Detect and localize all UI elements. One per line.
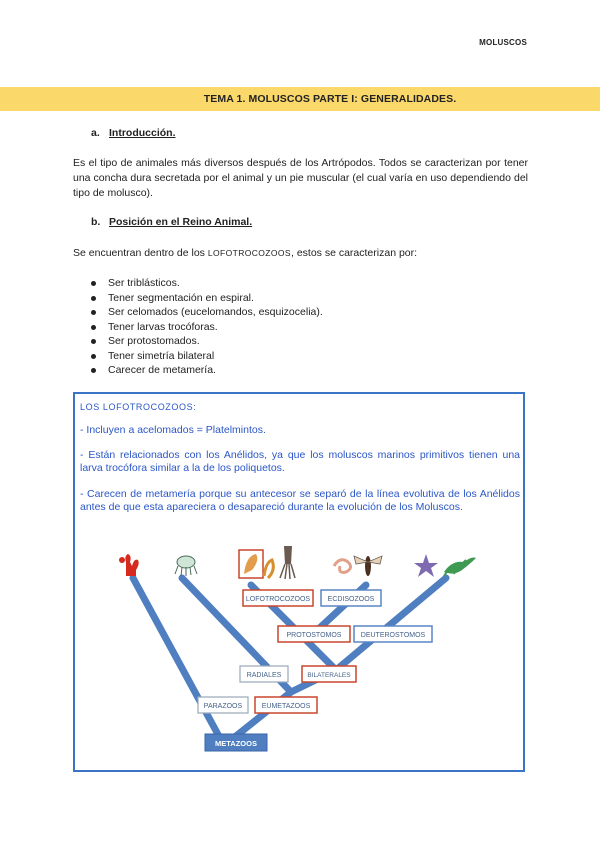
section-a-title: Introducción. bbox=[109, 127, 176, 139]
node-radiales bbox=[240, 666, 288, 682]
page-title: TEMA 1. MOLUSCOS PARTE I: GENERALIDADES. bbox=[203, 93, 457, 105]
box-title: LOS LOFOTROCOZOOS: bbox=[80, 402, 197, 412]
svg-text:DEUTEROSTOMOS: DEUTEROSTOMOS bbox=[360, 632, 426, 639]
svg-text:PARAZOOS: PARAZOOS bbox=[203, 703, 243, 710]
mollusc-icon bbox=[239, 550, 273, 578]
list-item: Ser protostomados. bbox=[73, 334, 323, 349]
jellyfish-icon bbox=[175, 556, 197, 576]
box-point-1: - Incluyen a acelomados = Platelmintos. bbox=[80, 424, 266, 436]
node-metazoos bbox=[205, 734, 267, 751]
position-intro-after: , estos se caracterizan por: bbox=[290, 247, 418, 259]
list-item: Tener larvas trocóforas. bbox=[73, 320, 323, 335]
section-a-heading bbox=[91, 127, 176, 139]
list-item: Tener simetría bilateral bbox=[73, 349, 323, 364]
node-bilaterales bbox=[302, 666, 356, 682]
sponge-icon bbox=[119, 554, 139, 576]
svg-text:METAZOOS: METAZOOS bbox=[215, 739, 257, 748]
node-eumetazoos bbox=[255, 697, 317, 713]
svg-text:ECDISOZOOS: ECDISOZOOS bbox=[327, 596, 375, 603]
worm-icon bbox=[334, 560, 351, 573]
svg-text:BILATERALES: BILATERALES bbox=[307, 672, 351, 679]
insect-icon bbox=[354, 556, 382, 576]
node-ecdisozoos bbox=[321, 590, 381, 606]
node-parazoos bbox=[198, 697, 248, 713]
svg-text:RADIALES: RADIALES bbox=[246, 672, 282, 679]
phylogeny-diagram bbox=[96, 540, 496, 756]
list-item: Ser triblásticos. bbox=[73, 276, 323, 291]
characteristics-list bbox=[73, 276, 323, 378]
squid-icon bbox=[280, 546, 295, 579]
node-lofotrocozoos bbox=[243, 590, 313, 606]
intro-paragraph: Es el tipo de animales más diversos después de los Artrópodos. Todos se caracterizan por tener una concha dura secretada por el animal y un pie muscular (el cual varía en uso dependiendo del tipo de molusco). bbox=[73, 157, 528, 199]
list-item: Tener segmentación en espiral. bbox=[73, 291, 323, 306]
title-bar bbox=[0, 87, 600, 111]
position-intro-group: LOFOTROCOZOOS bbox=[207, 248, 291, 258]
running-header: MOLUSCOS bbox=[479, 38, 527, 47]
position-intro-before: Se encuentran dentro de los bbox=[73, 247, 208, 259]
section-b-title: Posición en el Reino Animal. bbox=[109, 216, 253, 228]
svg-text:EUMETAZOOS: EUMETAZOOS bbox=[261, 703, 311, 710]
section-b-letter: b. bbox=[91, 216, 101, 228]
node-deuterostomos bbox=[354, 626, 432, 642]
section-a-letter: a. bbox=[91, 127, 100, 139]
box-point-3: - Carecen de metamería porque su antecesor se separó de la línea evolutiva de los Anélidos antes de que esta apareciera o desapareció durante la evolución de los Moluscos. bbox=[80, 488, 520, 513]
node-protostomos bbox=[278, 626, 350, 642]
position-intro bbox=[73, 246, 528, 261]
starfish-icon bbox=[414, 554, 438, 577]
box-point-2: - Están relacionados con los Anélidos, ya que los moluscos marinos primitivos tienen una larva trocófora similar a la de los poliquetos. bbox=[80, 449, 520, 474]
section-b-heading bbox=[91, 216, 252, 228]
list-item: Ser celomados (eucelomandos, esquizocelia). bbox=[73, 305, 323, 320]
list-item: Carecer de metamería. bbox=[73, 363, 323, 378]
svg-text:LOFOTROCOZOOS: LOFOTROCOZOOS bbox=[245, 596, 311, 603]
lizard-icon bbox=[444, 558, 476, 577]
svg-text:PROTOSTOMOS: PROTOSTOMOS bbox=[286, 632, 342, 639]
